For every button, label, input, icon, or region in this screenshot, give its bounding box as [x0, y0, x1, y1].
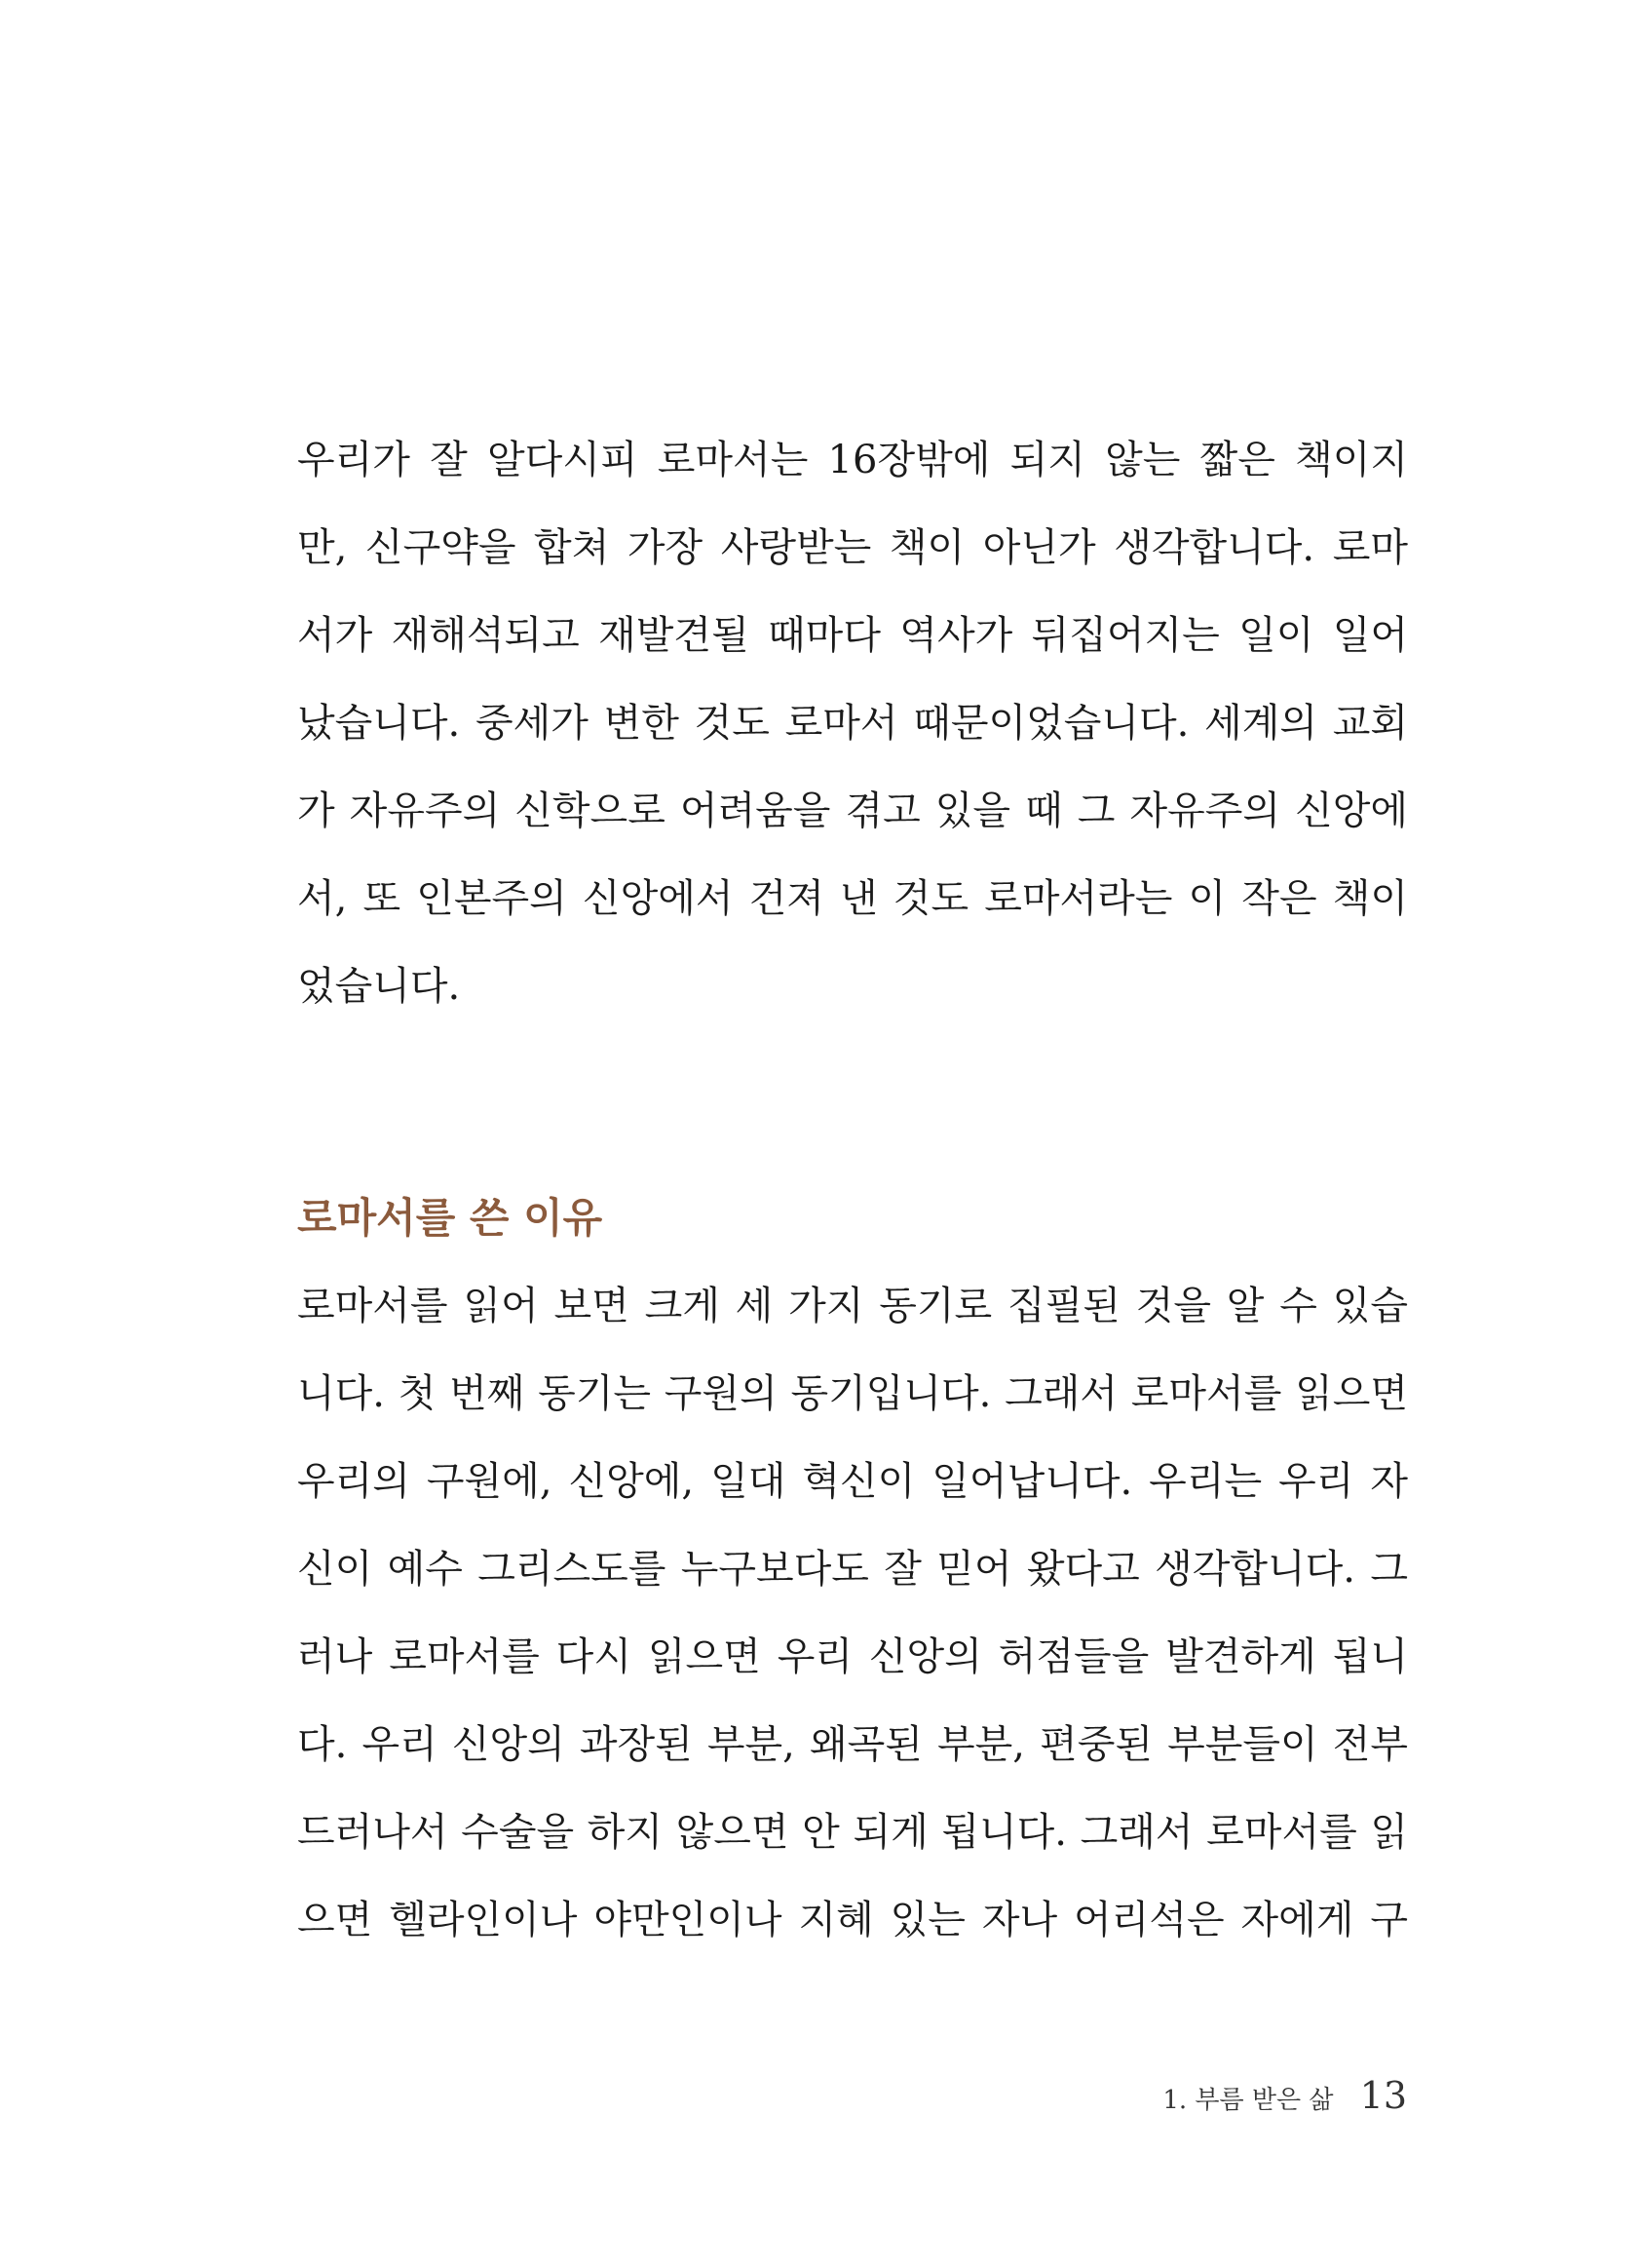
- paragraph-line: 로마서를 읽어 보면 크게 세 가지 동기로 집필된 것을 알 수 있습: [297, 1284, 1408, 1328]
- running-chapter-title: 1. 부름 받은 삶: [1162, 2086, 1334, 2115]
- paragraph-line: 우리의 구원에, 신앙에, 일대 혁신이 일어납니다. 우리는 우리 자: [297, 1459, 1408, 1504]
- paragraph-line: 었습니다.: [297, 964, 461, 1009]
- paragraph-line: 만, 신구약을 합쳐 가장 사랑받는 책이 아닌가 생각합니다. 로마: [297, 525, 1408, 570]
- page-footer: [1162, 2066, 1407, 2125]
- paragraph-line: 신이 예수 그리스도를 누구보다도 잘 믿어 왔다고 생각합니다. 그: [297, 1547, 1408, 1592]
- paragraph-line: 우리가 잘 알다시피 로마서는 16장밖에 되지 않는 짧은 책이지: [297, 438, 1408, 482]
- paragraph-line: 다. 우리 신앙의 과장된 부분, 왜곡된 부분, 편중된 부분들이 전부: [297, 1722, 1408, 1767]
- section-heading: 로마서를 쓴 이유: [297, 1194, 603, 1242]
- paragraph-line: 서가 재해석되고 재발견될 때마다 역사가 뒤집어지는 일이 일어: [297, 613, 1408, 658]
- paragraph-reasons: [297, 1262, 1408, 1964]
- paragraph-line: 났습니다. 중세가 변한 것도 로마서 때문이었습니다. 세계의 교회: [297, 701, 1408, 746]
- paragraph-line: 러나 로마서를 다시 읽으면 우리 신앙의 허점들을 발견하게 됩니: [297, 1634, 1408, 1679]
- paragraph-line: 서, 또 인본주의 신앙에서 건져 낸 것도 로마서라는 이 작은 책이: [297, 876, 1408, 921]
- paragraph-line: 으면 헬라인이나 야만인이나 지혜 있는 자나 어리석은 자에게 구: [297, 1898, 1408, 1942]
- paragraph-line: 니다. 첫 번째 동기는 구원의 동기입니다. 그래서 로마서를 읽으면: [297, 1371, 1408, 1416]
- paragraph-intro: [297, 416, 1408, 1030]
- paragraph-line: 가 자유주의 신학으로 어려움을 겪고 있을 때 그 자유주의 신앙에: [297, 788, 1408, 833]
- paragraph-line: 드러나서 수술을 하지 않으면 안 되게 됩니다. 그래서 로마서를 읽: [297, 1810, 1408, 1855]
- page-number: 13: [1359, 2074, 1407, 2117]
